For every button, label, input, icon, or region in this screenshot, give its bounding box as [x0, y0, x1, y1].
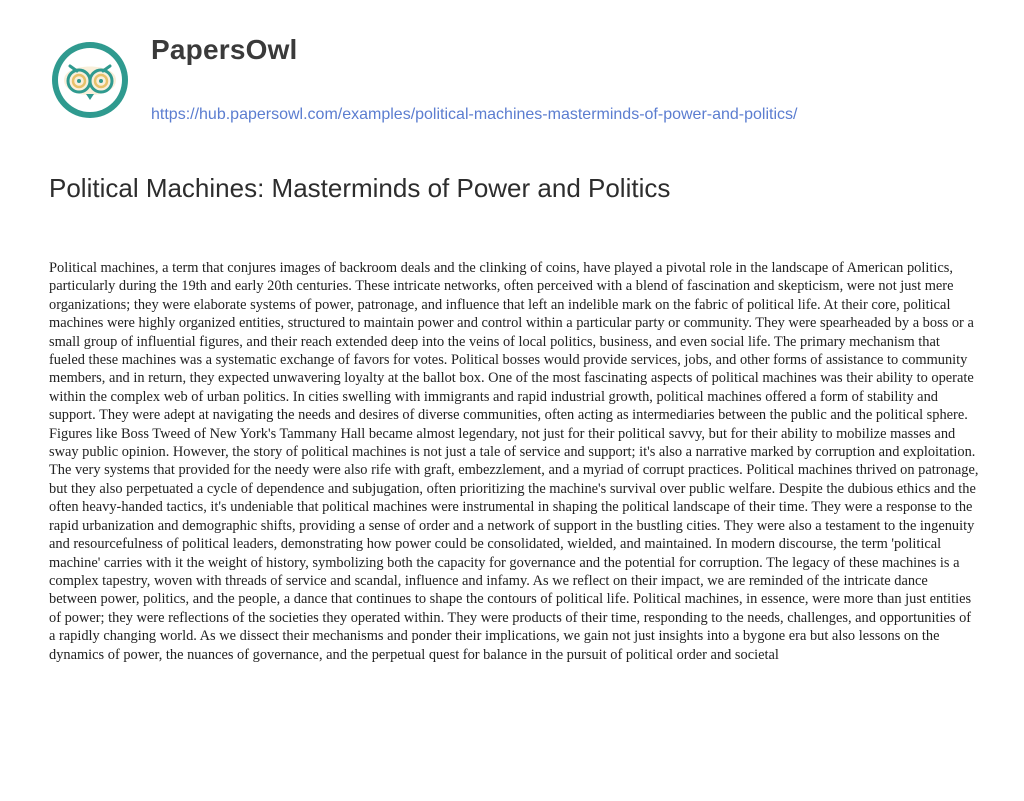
article-body: Political machines, a term that conjures images of backroom deals and the clinking of coins, have played a pivotal role in the landscape of American politics, particularly during the 19th and early 20th centuries. These intricate networks, often perceived with a blend of fascination and skepticism, were not just mere organizations; they were elaborate systems of power, patronage, and influence that left an indelible mark on the fabric of political life. At their core, political machines were highly organized entities, structured to maintain power and control within a particular party or community. They were spearheaded by a boss or a small group of influential figures, and their reach extended deep into the veins of local politics, business, and even social life. The primary mechanism that fueled these machines was a systematic exchange of favors for votes. Political bosses would provide services, jobs, and other forms of assistance to community members, and in return, they expected unwavering loyalty at the ballot box. One of the most fascinating aspects of political machines was their ability to operate within the complex web of urban politics. In cities swelling with immigrants and rapid industrial growth, political machines offered a form of stability and support. They were adept at navigating the needs and desires of diverse communities, often acting as intermediaries between the public and the political sphere. Figures like Boss Tweed of New York's Tammany Hall became almost legendary, not just for their political savvy, but for their ability to mobilize masses and sway public opinion. However, the story of political machines is not just a tale of service and support; it's also a narrative marked by corruption and exploitation. The very systems that provided for the needy were also rife with graft, embezzlement, and a myriad of corrupt practices. Political machines thrived on patronage, but they also perpetuated a cycle of dependence and subjugation, often prioritizing the machine's survival over public welfare. Despite the dubious ethics and the often heavy-handed tactics, it's undeniable that political machines were instrumental in shaping the political landscape of their time. They were a response to the rapid urbanization and demographic shifts, providing a sense of order and a network of support in the bustling cities. They were also a testament to the ingenuity and resourcefulness of political leaders, demonstrating how power could be consolidated, wielded, and maintained. In modern discourse, the term 'political machine' carries with it the weight of history, symbolizing both the capacity for governance and the potential for corruption. The legacy of these machines is a complex tapestry, woven with threads of service and scandal, influence and infamy. As we reflect on their impact, we are reminded of the intricate dance between power, politics, and the people, a dance that continues to shape the contours of political life. Political machines, in essence, were more than just entities of power; they were reflections of the societies they operated within. They were products of their time, responding to the needs, challenges, and opportunities of a rapidly changing world. As we dissect their mechanisms and ponder their implications, we gain not just insights into a bygone era but also lessons on the dynamics of power, the nuances of governance, and the perpetual quest for balance in the pursuit of political order and societal: [49, 260, 979, 663]
site-header: [0, 0, 1024, 150]
article-title: Political Machines: Masterminds of Power and Politics: [49, 173, 671, 203]
page-url[interactable]: https://hub.papersowl.com/examples/political-machines-masterminds-of-power-and-politics/: [151, 106, 798, 123]
brand-name[interactable]: PapersOwl: [151, 34, 298, 65]
owl-logo-icon[interactable]: [50, 40, 130, 120]
